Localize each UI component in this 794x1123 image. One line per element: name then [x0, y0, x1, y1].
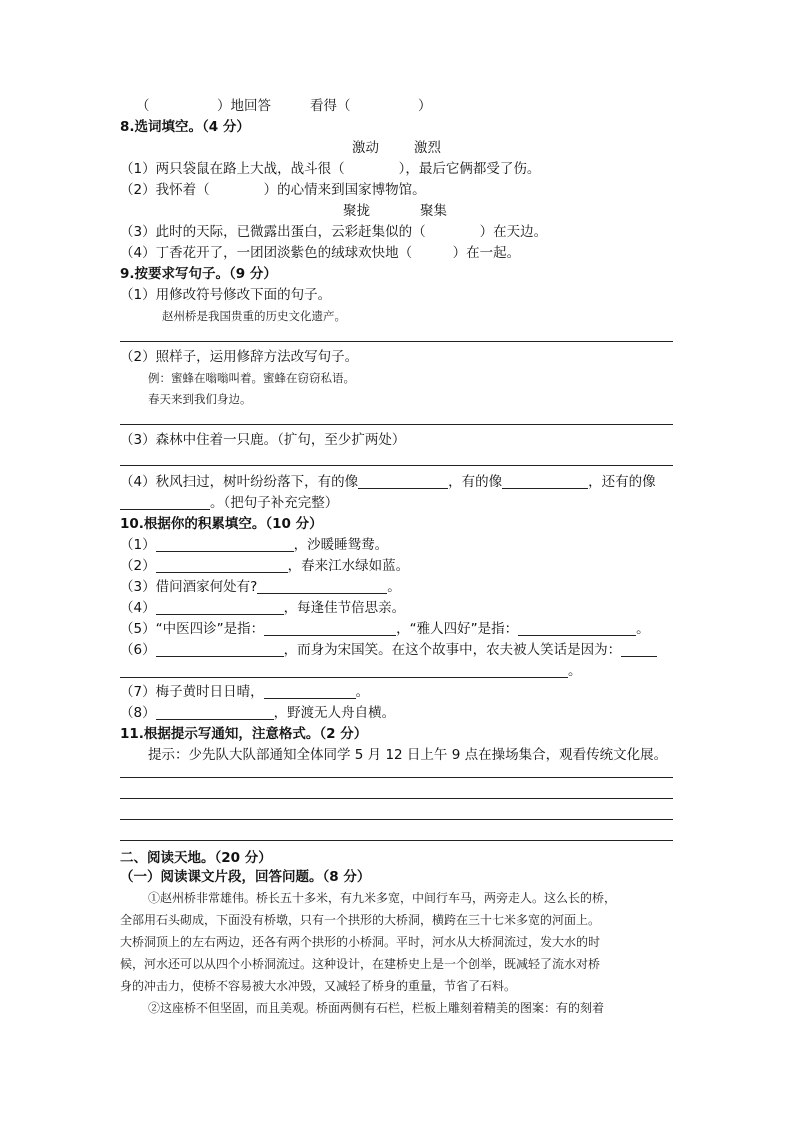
top-blank-see: 看得（ ）	[310, 98, 432, 114]
q8-sentence-2: （2）我怀着（ ）的心情来到国家博物馆。	[120, 182, 426, 198]
fill-blank[interactable]	[264, 621, 396, 636]
fill-blank[interactable]	[621, 642, 657, 657]
q10-line-8	[120, 704, 395, 722]
passage-line: 全部用石头砌成，下面没有桥墩，只有一个拱形的大桥洞，横跨在三十七米多宽的河面上。	[120, 913, 601, 927]
answer-line[interactable]	[120, 341, 673, 342]
fill-blank[interactable]	[120, 495, 210, 510]
answer-line[interactable]	[120, 465, 673, 466]
q10-l8-num: （8）	[120, 705, 156, 721]
q10-line-4	[120, 599, 405, 617]
passage-line: ①赵州桥非常雄伟。桥长五十多米，有九米多宽，中间行车马，两旁走人。这么长的桥，	[148, 891, 617, 905]
section2-title: 二、阅读天地。（20 分）	[120, 850, 272, 866]
fill-blank[interactable]	[502, 474, 588, 489]
q9-part-2: （2）照样子，运用修辞方法改写句子。	[120, 349, 359, 365]
fill-blank[interactable]	[156, 642, 284, 657]
q10-line-6-cont	[120, 662, 582, 680]
q10-l3-text: （3）借问酒家何处有?	[120, 579, 258, 595]
q10-line-6	[120, 641, 657, 659]
q10-title: 10.根据你的积累填空。（10 分）	[120, 516, 323, 532]
passage-line: 候，河水还可以从四个小桥洞流过。这种设计，在建桥史上是一个创举，既减轻了流水对桥	[120, 957, 601, 971]
q10-l2-text: ，春来江水绿如蓝。	[287, 558, 410, 574]
fill-blank[interactable]	[257, 579, 387, 594]
fill-blank[interactable]	[156, 558, 288, 573]
q10-l5-end: 。	[636, 621, 650, 637]
fill-blank[interactable]	[518, 621, 636, 636]
q10-line-3	[120, 578, 401, 596]
q8-word-option-4: 聚集	[420, 203, 447, 219]
passage-line: 身的冲击力，使桥不容易被大水冲毁，又减轻了桥身的重量，节省了石料。	[120, 979, 517, 993]
q9-part-4-line	[120, 473, 656, 491]
fill-blank[interactable]	[264, 684, 356, 699]
q10-l1-num: （1）	[120, 537, 156, 553]
q9-example: 例：蜜蜂在嗡嗡叫着。蜜蜂在窃窃私语。	[148, 371, 355, 385]
q9-task-sentence: 春天来到我们身边。	[148, 392, 252, 406]
q8-sentence-1: （1）两只袋鼠在路上大战，战斗很（ ），最后它俩都受了伤。	[120, 161, 541, 177]
q8-word-option-1: 激动	[352, 140, 379, 156]
q10-line-7	[120, 683, 369, 701]
q8-word-option-2: 激烈	[414, 140, 441, 156]
q8-sentence-3: （3）此时的天际，已微露出蛋白，云彩赶集似的（ ）在天边。	[120, 224, 548, 240]
q9-title: 9.按要求写句子。（9 分）	[120, 266, 277, 282]
q9-handwritten-sentence: 赵州桥是我国贵重的历史文化遗产。	[162, 309, 346, 323]
q11-title: 11.根据提示写通知，注意格式。（2 分）	[120, 726, 368, 742]
fill-blank[interactable]	[156, 600, 284, 615]
q10-l7-text: （7）梅子黄时日日晴，	[120, 684, 264, 700]
q11-hint: 提示：少先队大队部通知全体同学 5 月 12 日上午 9 点在操场集合，观看传统文化展。	[148, 747, 668, 763]
q9-p4-text-a: （4）秋风扫过，树叶纷纷落下，有的像	[120, 474, 359, 490]
writing-line[interactable]	[120, 819, 673, 820]
fill-blank[interactable]	[120, 663, 568, 678]
writing-line[interactable]	[120, 777, 673, 778]
q9-part-1: （1）用修改符号修改下面的句子。	[120, 287, 332, 303]
top-blank-answer: （ ）地回答	[136, 98, 271, 114]
q10-l5-text-b: ，“雅人四好”是指：	[396, 621, 519, 637]
q9-p4-text-b: ，有的像	[448, 474, 503, 490]
q10-line-1	[120, 536, 388, 554]
q10-l6-num: （6）	[120, 642, 156, 658]
q10-l5-text-a: （5）“中医四诊”是指：	[120, 621, 265, 637]
q10-l2-num: （2）	[120, 558, 156, 574]
passage-line: 大桥洞顶上的左右两边，还各有两个拱形的小桥洞。平时，河水从大桥洞流过，发大水的时	[120, 935, 601, 949]
q8-sentence-4: （4）丁香花开了，一团团淡紫色的绒球欢快地（ ）在一起。	[120, 245, 521, 261]
q9-p4-text-c: ，还有的像	[588, 474, 656, 490]
q8-title: 8.选词填空。（4 分）	[120, 119, 250, 135]
writing-line[interactable]	[120, 798, 673, 799]
passage-line: ②这座桥不但坚固，而且美观。桥面两侧有石栏，栏板上雕刻着精美的图案：有的刻着	[148, 1001, 605, 1015]
q10-line-2	[120, 557, 409, 575]
q10-l4-text: ，每逢佳节倍思亲。	[283, 600, 406, 616]
q10-l3-end: 。	[387, 579, 401, 595]
q10-l4-num: （4）	[120, 600, 156, 616]
q10-l8-text: ，野渡无人舟自横。	[273, 705, 396, 721]
section2-subtitle: （一）阅读课文片段，回答问题。（8 分）	[120, 869, 371, 885]
q9-part-4-line-2	[120, 494, 338, 512]
answer-line[interactable]	[120, 424, 673, 425]
q8-word-option-3: 聚拢	[343, 203, 370, 219]
writing-line[interactable]	[120, 840, 673, 841]
q9-part-3: （3）森林中住着一只鹿。（扩句，至少扩两处）	[120, 432, 406, 448]
fill-blank[interactable]	[156, 705, 274, 720]
q10-l1-text: ，沙暖睡鸳鸯。	[293, 537, 389, 553]
fill-blank[interactable]	[156, 537, 294, 552]
q10-l7-end: 。	[355, 684, 370, 700]
q10-l6-text: ，而身为宋国笑。在这个故事中，农夫被人笑话是因为：	[283, 642, 622, 658]
q9-p4-text-d: 。（把句子补充完整）	[210, 495, 339, 511]
q10-line-5	[120, 620, 650, 638]
q10-l6-end: 。	[568, 663, 582, 679]
fill-blank[interactable]	[358, 474, 448, 489]
